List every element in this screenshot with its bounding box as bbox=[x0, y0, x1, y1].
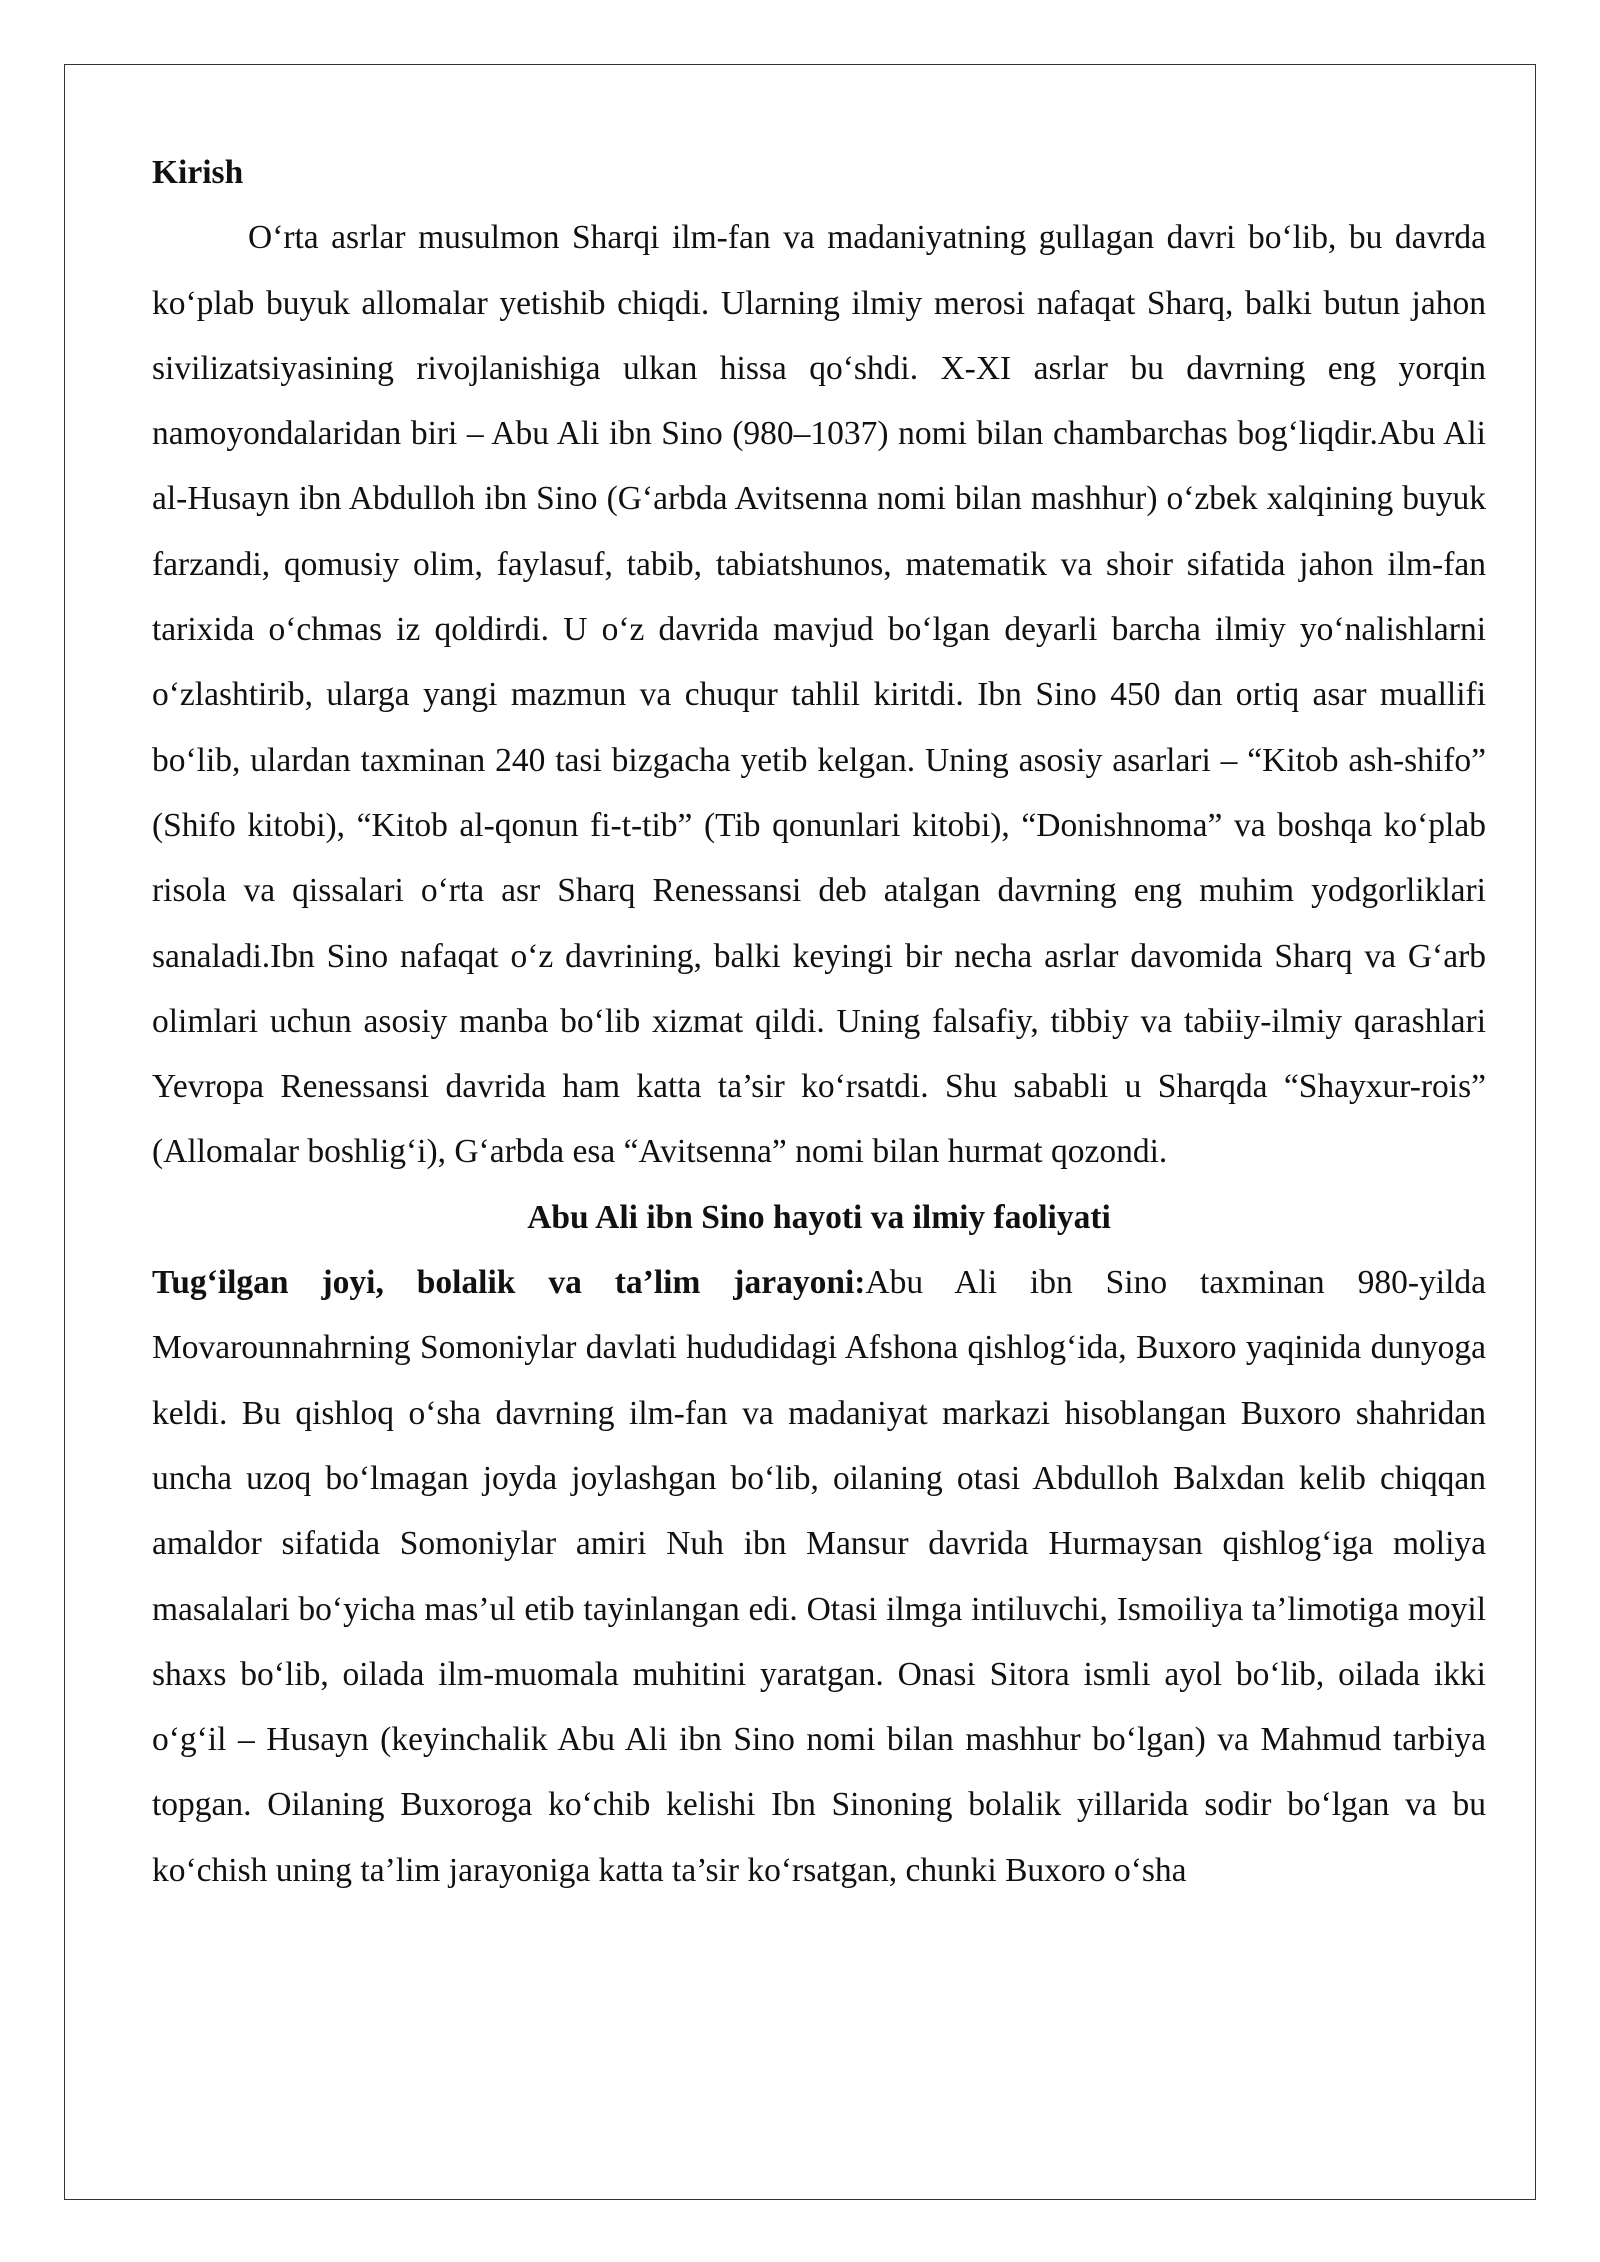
subsection-body-text: Abu Ali ibn Sino taxminan 980-yilda Movarounnahrning Somoniylar davlati hududidagi Afshona qishlog‘ida, Buxoro yaqinida dunyoga keldi. Bu qishloq o‘sha davrning ilm-fan va madaniyat markazi hisoblangan Buxoro shahridan uncha uzoq bo‘lmagan joyda joylashgan bo‘lib, oilaning otasi Abdulloh Balxdan kelib chiqqan amaldor sifatida Somoniylar amiri Nuh ibn Mansur davrida Hurmaysan qishlog‘iga moliya masalalari bo‘yicha mas’ul etib tayinlangan edi. Otasi ilmga intiluvchi, Ismoiliya ta’limotiga moyil shaxs bo‘lib, oilada ilm-muomala muhitini yaratgan. Onasi Sitora ismli ayol bo‘lib, oilada ikki o‘g‘il – Husayn (keyinchalik Abu Ali ibn Sino nomi bilan mashhur bo‘lgan) va Mahmud tarbiya topgan. Oilaning Buxoroga ko‘chib kelishi Ibn Sinoning bolalik yillarida sodir bo‘lgan va bu ko‘chish uning ta’lim jarayoniga katta ta’sir ko‘rsatgan, chunki Buxoro o‘sha bbox=[152, 1264, 1487, 1889]
intro-heading: Kirish bbox=[152, 154, 244, 191]
document-body bbox=[152, 140, 1486, 1903]
intro-paragraph: O‘rta asrlar musulmon Sharqi ilm-fan va madaniyatning gullagan davri bo‘lib, bu davrda ko‘plab buyuk allomalar yetishib chiqdi. Ularning ilmiy merosi nafaqat Sharq, balki butun jahon sivilizatsiyasining rivojlanishiga ulkan hissa qo‘shdi. X-XI asrlar bu davrning eng yorqin namoyondalaridan biri – Abu Ali ibn Sino (980–1037) nomi bilan chambarchas bog‘liqdir.Abu Ali al-Husayn ibn Abdulloh ibn Sino (G‘arbda Avitsenna nomi bilan mashhur) o‘zbek xalqining buyuk farzandi, qomusiy olim, faylasuf, tabib, tabiatshunos, matematik va shoir sifatida jahon ilm-fan tarixida o‘chmas iz qoldirdi. U o‘z davrida mavjud bo‘lgan deyarli barcha ilmiy yo‘nalishlarni o‘zlashtirib, ularga yangi mazmun va chuqur tahlil kiritdi. Ibn Sino 450 dan ortiq asar muallifi bo‘lib, ulardan taxminan 240 tasi bizgacha yetib kelgan. Uning asosiy asarlari – “Kitob ash-shifo” (Shifo kitobi), “Kitob al-qonun fi-t-tib” (Tib qonunlari kitobi), “Donishnoma” va boshqa ko‘plab risola va qissalari o‘rta asr Sharq Renessansi deb atalgan davrning eng muhim yodgorliklari sanaladi.Ibn Sino nafaqat o‘z davrining, balki keyingi bir necha asrlar davomida Sharq va G‘arb olimlari uchun asosiy manba bo‘lib xizmat qildi. Uning falsafiy, tibbiy va tabiiy-ilmiy qarashlari Yevropa Renessansi davrida ham katta ta’sir ko‘rsatdi. Shu sababli u Sharqda “Shayxur-rois” (Allomalar boshlig‘i), G‘arbda esa “Avitsenna” nomi bilan hurmat qozondi. bbox=[152, 219, 1486, 1171]
subsection-runin-heading: Tug‘ilgan joyi, bolalik va ta’lim jarayoni: bbox=[152, 1264, 866, 1302]
subsection-paragraph bbox=[152, 1250, 1486, 1903]
section-heading: Abu Ali ibn Sino hayoti va ilmiy faoliyati bbox=[527, 1198, 1111, 1236]
